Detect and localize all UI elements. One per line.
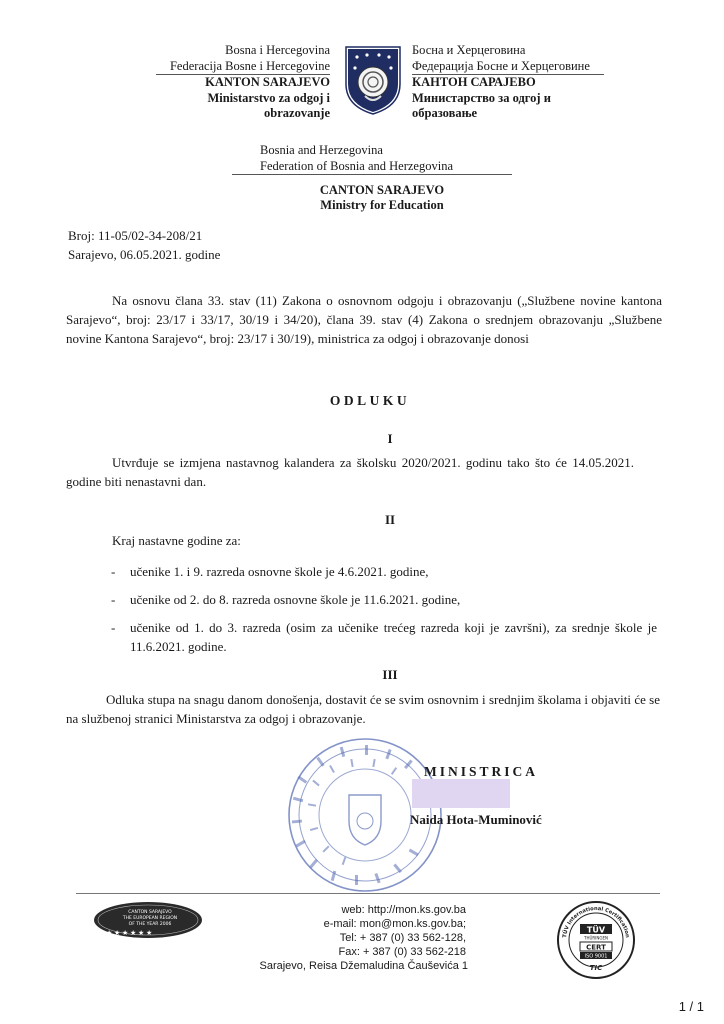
- header-english-line: Bosnia and Herzegovina: [260, 143, 383, 157]
- header-english-bold: CANTON SARAJEVO: [319, 183, 445, 197]
- coat-of-arms-emblem: [343, 44, 403, 116]
- svg-text:★: ★: [138, 929, 145, 937]
- tuv-sub-text: THÜRINGEN: [584, 935, 608, 941]
- header-left-bold: KANTON SARAJEVO: [205, 75, 330, 89]
- canton-logo-text: CANTON SARAJEVO: [128, 910, 172, 915]
- svg-text:★: ★: [114, 929, 121, 937]
- canton-logo: [92, 900, 204, 940]
- footer-email[interactable]: e-mail: mon@mon.ks.gov.ba;: [323, 918, 466, 930]
- canton-logo-text: THE EUROPEAN REGION: [122, 916, 178, 921]
- section-heading-2: II: [384, 512, 396, 527]
- svg-text:★: ★: [146, 929, 153, 937]
- header-right-bold: образовање: [412, 106, 478, 120]
- header-left-block: [156, 43, 330, 122]
- footer-fax: Fax: + 387 (0) 33 562-218: [338, 946, 466, 958]
- header-english-bold: Ministry for Education: [320, 198, 444, 212]
- page-number: 1 / 1: [678, 999, 704, 1014]
- document-number: Broj: 11-05/02-34-208/21: [68, 228, 203, 243]
- section-3-text: Odluka stupa na snagu danom donošenja, dostavit će se svim osnovnim i srednjim školama i objaviti će se na službenoj stranici Ministarstva za odgoj i obrazovanje.: [66, 692, 660, 726]
- header-english-line: Federation of Bosnia and Herzegovina: [260, 158, 453, 173]
- place-date: Sarajevo, 06.05.2021. godine: [68, 247, 221, 262]
- header-right-bold: Министарство за одгој и: [412, 90, 551, 105]
- redacted-signature: [412, 779, 510, 808]
- svg-text:★: ★: [130, 929, 137, 937]
- list-dash: -: [111, 564, 116, 579]
- header-right-line: Федерација Босне и Херцеговине: [412, 59, 604, 76]
- list-dash: -: [111, 592, 116, 607]
- canton-logo-text: OF THE YEAR 2006: [128, 922, 172, 927]
- signature-role: MINISTRICA: [424, 764, 539, 779]
- preamble-paragraph: Na osnovu člana 33. stav (11) Zakona o osnovnom odgoju i obrazovanju („Službene novine kantona Sarajevo“, broj: 23/17 i 33/17, 30/19 i 34/20), člana 39. stav (4) Zakona o srednjem obrazovanju „Službene novine Kantona Sarajevo“, broj: 23/17 i 30/19), ministrica za odgoj i obrazovanje donosi: [66, 293, 662, 346]
- tuv-cert-text: CERT: [586, 943, 606, 952]
- list-dash: -: [111, 620, 116, 635]
- decision-title: ODLUKU: [329, 393, 411, 408]
- header-english-bold-block: [0, 183, 724, 213]
- header-right-block: [412, 43, 604, 122]
- header-right-bold: КАНТОН САРАЈЕВО: [412, 75, 536, 89]
- signature-name: Naida Hota-Muminović: [410, 812, 542, 827]
- svg-text:★: ★: [122, 929, 129, 937]
- footer-contact: [256, 903, 466, 973]
- section-heading-1: I: [387, 431, 393, 446]
- footer-tel: Tel: + 387 (0) 33 562-128,: [339, 932, 466, 944]
- header-left-line: Federacija Bosne i Hercegovine: [156, 59, 330, 76]
- header-right-line: Босна и Херцеговина: [412, 43, 526, 57]
- header-english-block: [260, 143, 453, 174]
- section-heading-3: III: [382, 667, 398, 682]
- tuv-arc-text: TÜV International Certification: [562, 905, 630, 939]
- list-item: učenike od 2. do 8. razreda osnovne škole je 11.6.2021. godine,: [130, 592, 461, 607]
- tuv-logo-text: TÜV: [586, 925, 606, 935]
- header-divider: [232, 174, 512, 175]
- section-2-intro: Kraj nastavne godine za:: [112, 533, 241, 548]
- header-left-bold: Ministarstvo za odgoj i: [207, 90, 330, 105]
- section-1-text: Utvrđuje se izmjena nastavnog kalandera za školsku 2020/2021. godinu tako što će 14.05.2021. godine biti nenastavni dan.: [66, 455, 634, 489]
- tuv-tic-text: TIC: [589, 964, 603, 972]
- list-item: učenike od 1. do 3. razreda (osim za učenike trećeg razreda koji je završni), za srednje škole je 11.6.2021. godine.: [130, 620, 657, 654]
- list-item: učenike 1. i 9. razreda osnovne škole je 4.6.2021. godine,: [130, 564, 429, 579]
- footer-divider: [76, 893, 660, 894]
- svg-text:★: ★: [106, 929, 113, 937]
- header-left-bold: obrazovanje: [264, 106, 330, 120]
- tuv-iso-text: ISO 9001: [584, 953, 608, 960]
- footer-web[interactable]: web: http://mon.ks.gov.ba: [341, 904, 466, 916]
- tuv-certification-badge: [556, 900, 636, 980]
- footer-address: Sarajevo, Reisa Džemaludina Čauševića 1: [259, 960, 468, 972]
- header-left-line: Bosna i Hercegovina: [225, 43, 330, 57]
